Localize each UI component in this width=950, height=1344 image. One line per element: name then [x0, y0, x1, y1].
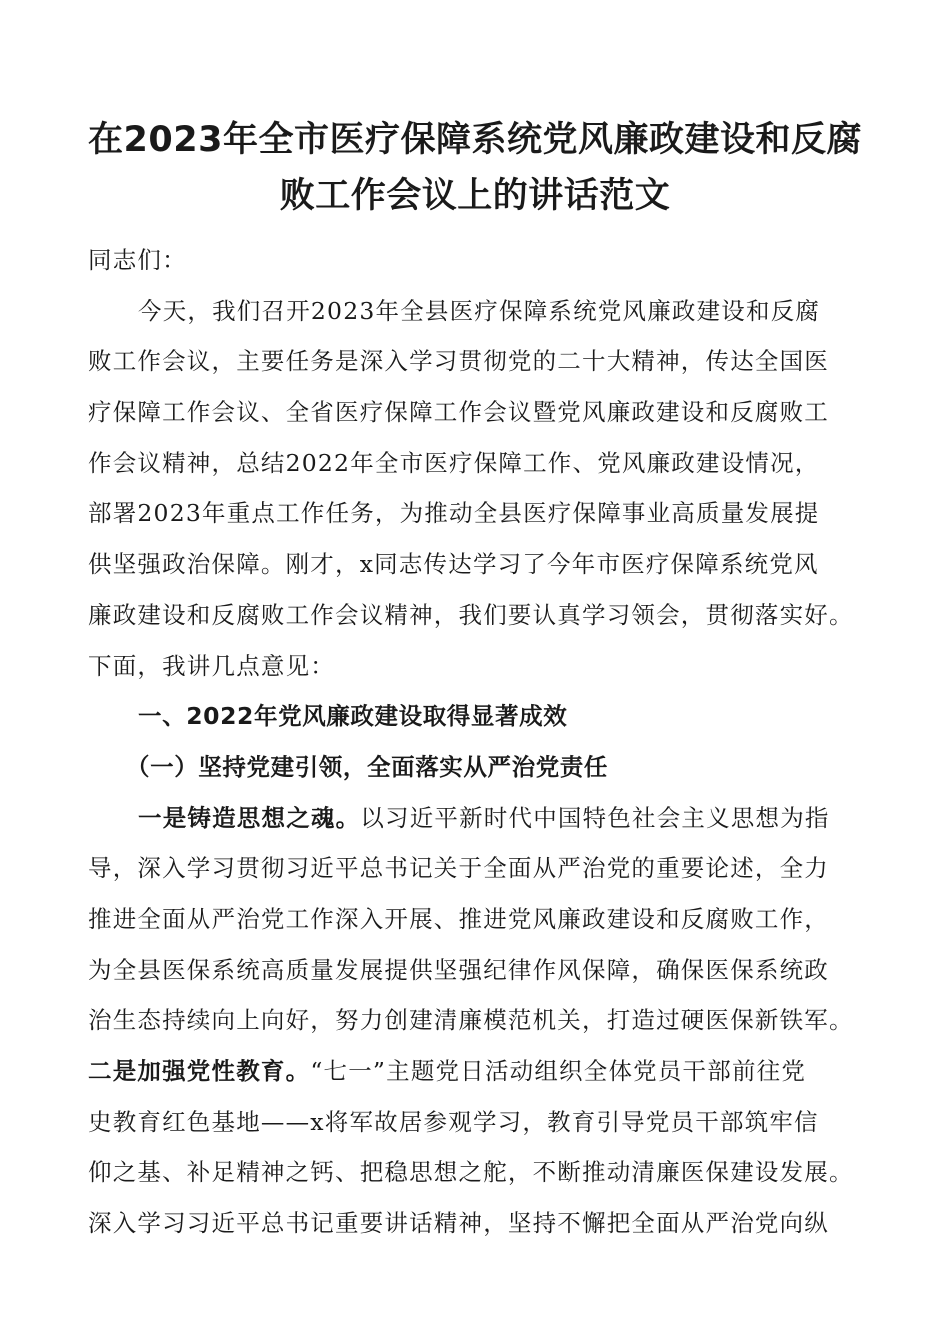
paragraph-text: 以习近平新时代中国特色社会主义思想为指 [360, 803, 830, 832]
subsection-heading: （一）坚持党建引领，全面落实从严治党责任 [126, 752, 608, 781]
body-line: 部署2023年重点工作任务，为推动全县医疗保障事业高质量发展提 [88, 499, 820, 528]
body-line: 治生态持续向上向好，努力创建清廉模范机关，打造过硬医保新铁军。 [88, 1006, 854, 1035]
body-line: 为全县医保系统高质量发展提供坚强纪律作风保障，确保医保系统政 [88, 955, 829, 984]
body-line: 今天，我们召开2023年全县医疗保障系统党风廉政建设和反腐 [138, 296, 821, 325]
body-line [88, 793, 863, 844]
body-line [88, 1046, 863, 1097]
paragraph-text: “七一”主题党日活动组织全体党员干部前往党 [310, 1057, 807, 1085]
body-line: 推进全面从严治党工作深入开展、推进党风廉政建设和反腐败工作， [88, 904, 829, 933]
title-line-1: 在2023年全市医疗保障系统党风廉政建设和反腐 [88, 120, 862, 160]
body-line: 供坚强政治保障。刚才，x同志传达学习了今年市医疗保障系统党风 [88, 550, 819, 579]
paragraph-lead: 二是加强党性教育。 [88, 1057, 311, 1085]
body-line: 疗保障工作会议、全省医疗保障工作会议暨党风廉政建设和反腐败工 [88, 398, 829, 427]
document-body [88, 235, 863, 1249]
salutation: 同志们： [88, 246, 187, 274]
body-line: 深入学习习近平总书记重要讲话精神，坚持不懈把全面从严治党向纵 [88, 1209, 829, 1238]
document-title [60, 112, 890, 224]
title-line-2: 败工作会议上的讲话范文 [279, 176, 671, 216]
body-line: 败工作会议，主要任务是深入学习贯彻党的二十大精神，传达全国医 [88, 347, 829, 376]
body-line: 作会议精神，总结2022年全市医疗保障工作、党风廉政建设情况， [88, 448, 820, 477]
body-line: 史教育红色基地——x将军故居参观学习，教育引导党员干部筑牢信 [88, 1107, 819, 1136]
body-line: 下面，我讲几点意见： [88, 651, 335, 680]
body-line: 导，深入学习贯彻习近平总书记关于全面从严治党的重要论述，全力 [88, 854, 829, 883]
body-line: 仰之基、补足精神之钙、把稳思想之舵，不断推动清廉医保建设发展。 [88, 1158, 854, 1187]
body-line: 廉政建设和反腐败工作会议精神，我们要认真学习领会，贯彻落实好。 [88, 600, 854, 629]
section-heading: 一、2022年党风廉政建设取得显著成效 [138, 702, 568, 731]
paragraph-lead: 一是铸造思想之魂。 [138, 803, 361, 832]
